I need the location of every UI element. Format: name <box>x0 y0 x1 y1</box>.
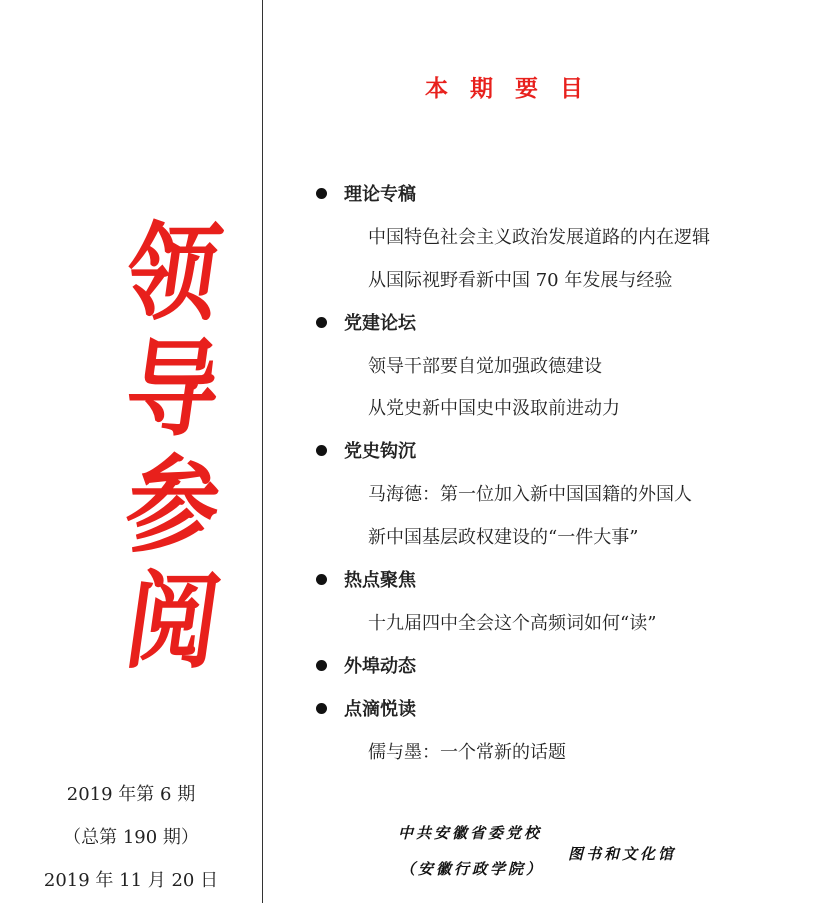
bullet-icon <box>316 660 327 671</box>
toc-title: 本期要目 <box>425 75 605 102</box>
toc-article: 十九届四中全会这个高频词如何“读” <box>368 613 657 634</box>
publisher-department: 图书和文化馆 <box>568 845 677 863</box>
section-label: 外埠动态 <box>344 656 416 677</box>
toc-article: 从党史新中国史中汲取前进动力 <box>368 398 620 419</box>
bullet-icon <box>316 317 327 328</box>
bullet-icon <box>316 188 327 199</box>
section-label: 热点聚焦 <box>344 570 416 591</box>
toc-article: 领导干部要自觉加强政德建设 <box>368 356 602 377</box>
toc-section-hot-topics <box>314 566 416 592</box>
section-label: 点滴悦读 <box>344 699 416 720</box>
publisher-name: 中共安徽省委党校 <box>398 824 543 842</box>
toc-section-reading <box>314 695 416 721</box>
toc-article: 从国际视野看新中国 70 年发展与经验 <box>368 270 673 291</box>
bullet-icon <box>316 574 327 585</box>
issue-number: 2019 年第 6 期 <box>66 784 196 805</box>
masthead-title <box>118 210 228 684</box>
issue-date: 2019 年 11 月 20 日 <box>43 870 219 891</box>
publisher-subtitle: （安徽行政学院） <box>400 860 545 878</box>
toc-article: 马海德：第一位加入新中国国籍的外国人 <box>368 484 692 505</box>
total-issue-number: （总第 190 期） <box>63 827 199 848</box>
section-label: 党建论坛 <box>344 313 416 334</box>
masthead-char-4: 阅 <box>118 558 228 684</box>
bullet-icon <box>316 703 327 714</box>
column-divider <box>262 0 263 903</box>
masthead-char-1: 领 <box>118 210 228 336</box>
section-label: 党史钩沉 <box>344 441 416 462</box>
toc-article: 新中国基层政权建设的“一件大事” <box>368 527 639 548</box>
toc-section-party-building <box>314 309 416 335</box>
bullet-icon <box>316 445 327 456</box>
masthead-char-2: 导 <box>118 326 228 452</box>
toc-section-party-history <box>314 437 416 463</box>
toc-article: 中国特色社会主义政治发展道路的内在逻辑 <box>368 227 710 248</box>
left-column <box>0 0 262 903</box>
toc-section-theory <box>314 180 416 206</box>
masthead-char-3: 参 <box>118 442 228 568</box>
section-label: 理论专稿 <box>344 184 416 205</box>
toc-section-external-news <box>314 652 416 678</box>
toc-article: 儒与墨：一个常新的话题 <box>368 742 566 763</box>
